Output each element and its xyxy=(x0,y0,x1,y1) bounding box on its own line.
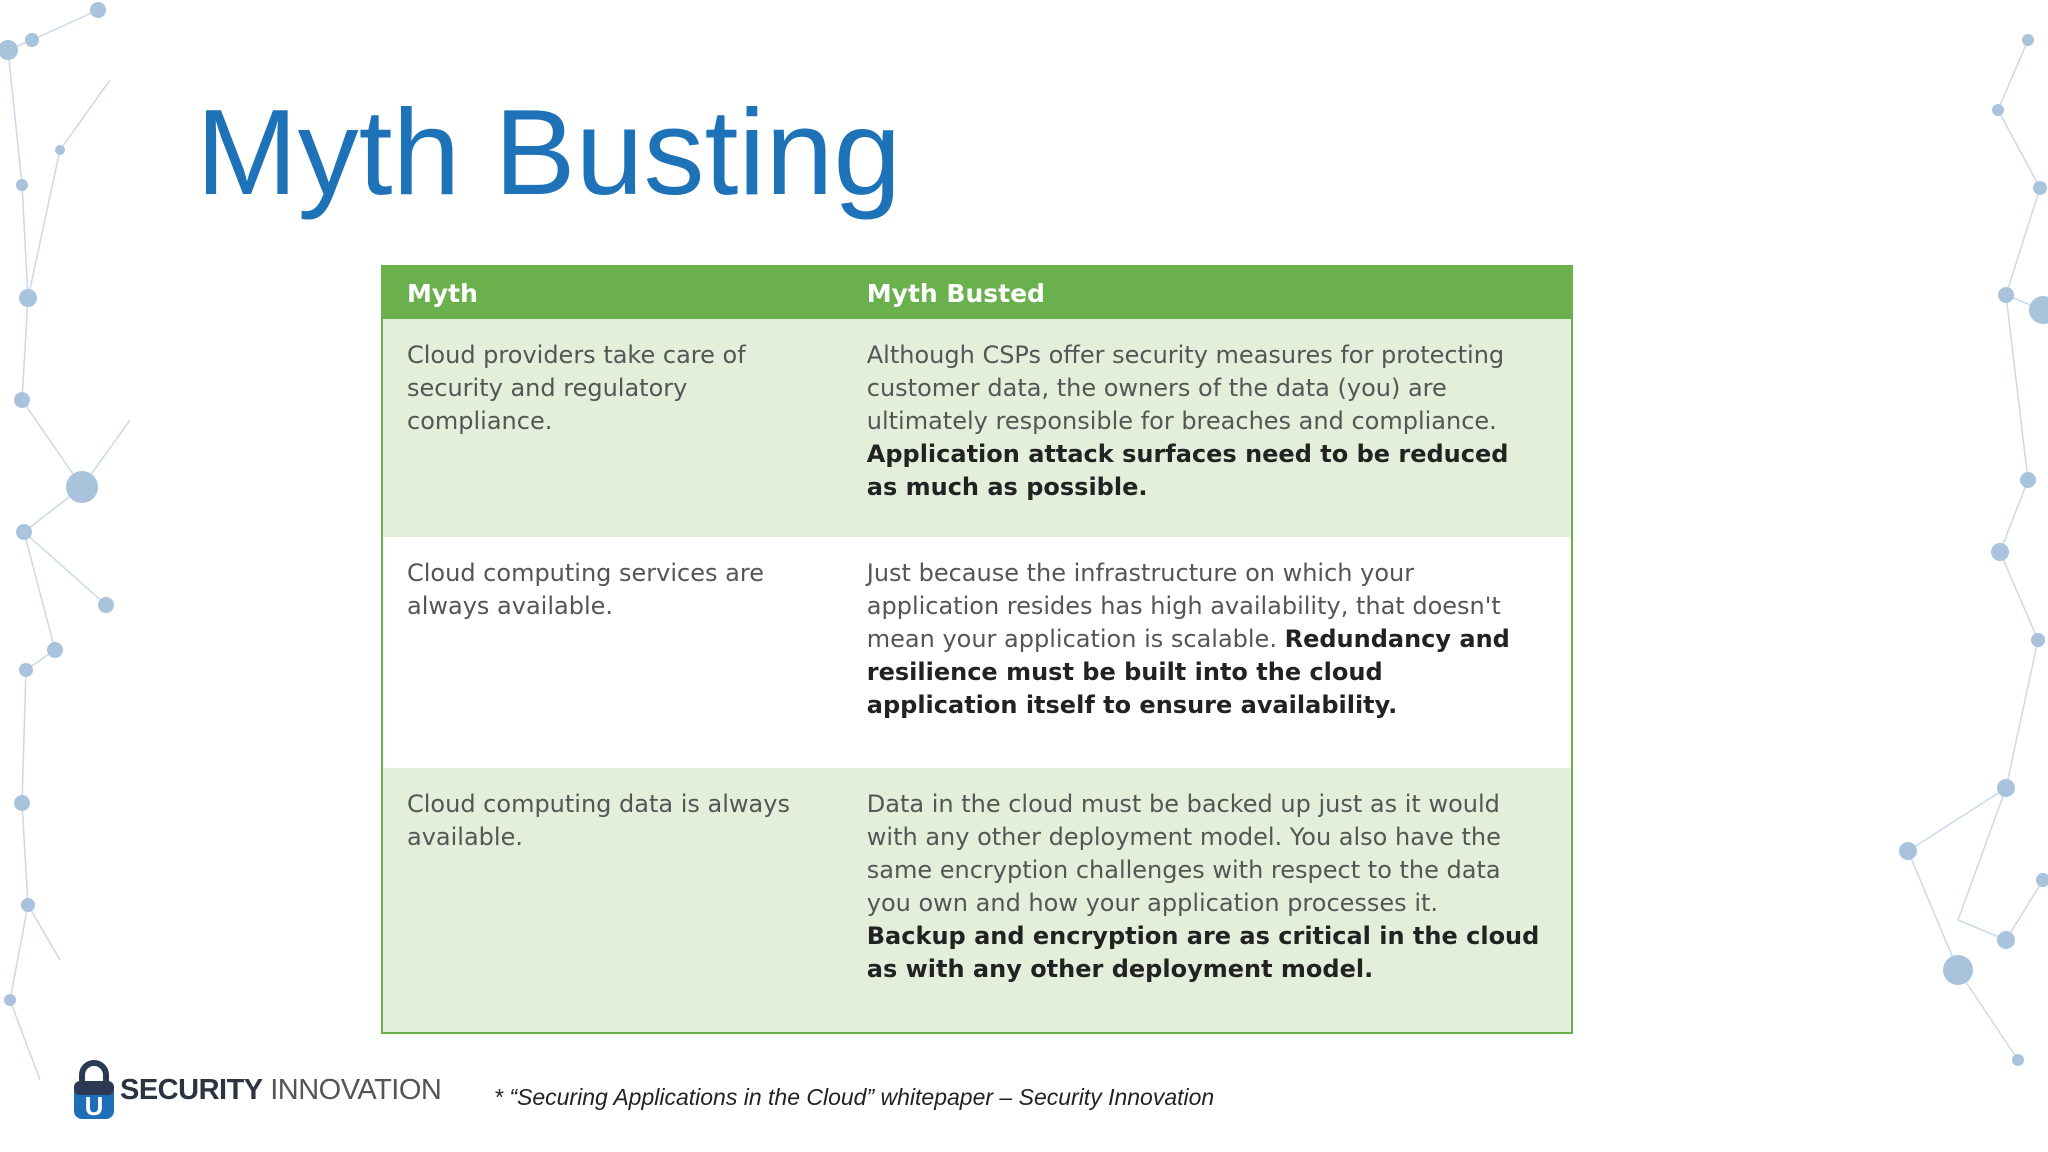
decorative-network-left xyxy=(0,0,140,1152)
busted-emphasis: Backup and encryption are as critical in the cloud as with any other deployment model. xyxy=(866,922,1540,983)
busted-emphasis: Application attack surfaces need to be reduced as much as possible. xyxy=(866,440,1509,501)
slide-title: Myth Busting xyxy=(196,84,902,220)
padlock-icon xyxy=(72,1059,116,1121)
table-header-row xyxy=(382,266,1572,319)
company-logo xyxy=(72,1058,452,1122)
busted-emphasis: Redundancy and resilience must be built into the cloud application itself to ensure availability. xyxy=(866,625,1510,719)
table-row xyxy=(382,768,1572,1033)
table-row xyxy=(382,319,1572,537)
busted-cell xyxy=(843,537,1572,768)
myth-cell: Cloud computing data is always available. xyxy=(382,768,843,1033)
svg-text:U: U xyxy=(84,1091,104,1121)
footnote: * “Securing Applications in the Cloud” whitepaper – Security Innovation xyxy=(494,1084,1215,1110)
header-myth: Myth xyxy=(382,266,843,319)
busted-text: Data in the cloud must be backed up just as it would with any other deployment model. You also have the same encryption challenges with respect to the data you own and how your application processes it. xyxy=(866,790,1501,917)
busted-text: Although CSPs offer security measures for protecting customer data, the owners of the data (you) are ultimately responsible for breaches and compliance. xyxy=(866,341,1505,435)
header-myth-busted: Myth Busted xyxy=(843,266,1572,319)
myth-cell: Cloud providers take care of security and regulatory compliance. xyxy=(382,319,843,537)
table-row xyxy=(382,537,1572,768)
logo-text xyxy=(120,1074,441,1107)
logo-text-light: INNOVATION xyxy=(270,1073,442,1106)
busted-text: Just because the infrastructure on which your application resides has high availability, that doesn't mean your application is scalable. xyxy=(866,559,1501,653)
myth-cell: Cloud computing services are always available. xyxy=(382,537,843,768)
myth-table xyxy=(381,265,1573,1034)
busted-cell xyxy=(843,768,1572,1033)
busted-cell xyxy=(843,319,1572,537)
logo-text-strong: SECURITY xyxy=(120,1073,263,1106)
decorative-network-right xyxy=(1878,0,2048,1152)
